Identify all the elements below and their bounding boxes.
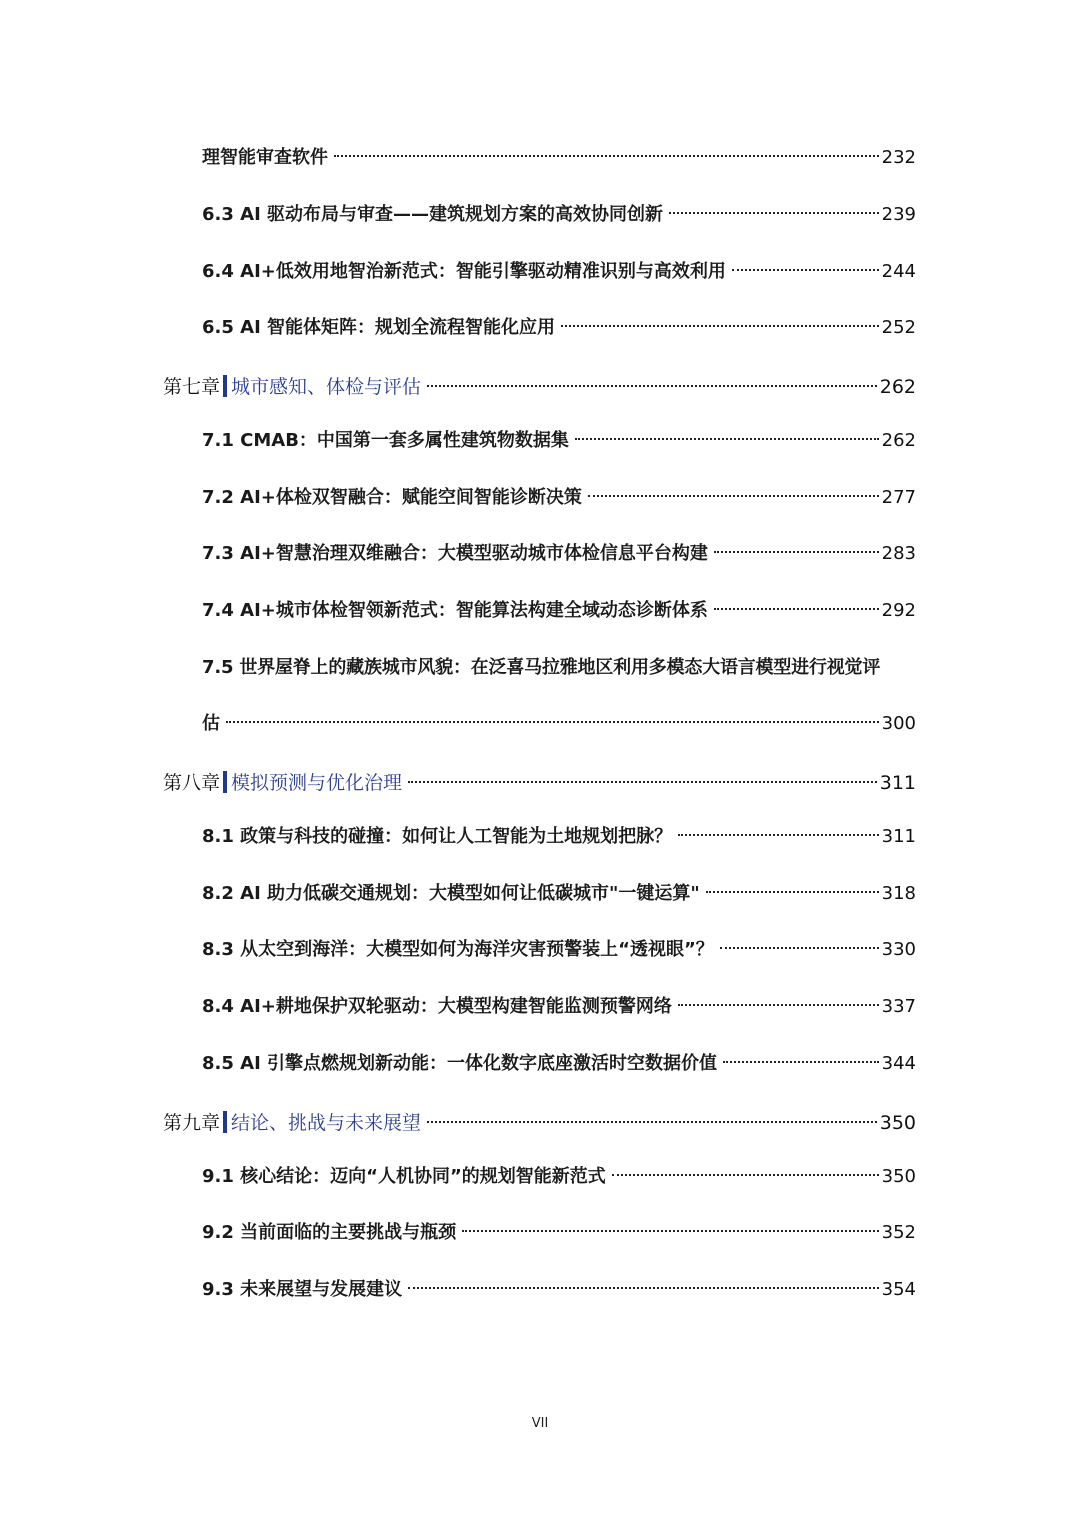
toc-entry-7-5[interactable]	[202, 709, 916, 739]
toc-entry-8-5[interactable]	[202, 1049, 916, 1079]
dot-leader	[706, 891, 879, 893]
toc-entry-title: 9.1 核心结论：迈向“人机协同”的规划智能新范式	[202, 1166, 606, 1187]
chapter-bar	[223, 771, 227, 793]
chapter-bar	[223, 375, 227, 397]
toc-chapter-8[interactable]	[163, 767, 916, 797]
toc-page-number: 311	[879, 772, 916, 794]
dot-leader	[678, 834, 878, 836]
chapter-title: 结论、挑战与未来展望	[231, 1112, 422, 1134]
dot-leader	[408, 781, 877, 783]
toc-page-number: 352	[881, 1222, 916, 1243]
toc-chapter-7[interactable]	[163, 371, 916, 401]
toc-entry-title: 9.3 未来展望与发展建议	[202, 1279, 403, 1300]
toc-entry-7-1[interactable]	[202, 426, 916, 456]
toc-entry-title: 7.4 AI+城市体检智领新范式：智能算法构建全域动态诊断体系	[202, 600, 708, 621]
toc-entry-7-5-line1[interactable]: 7.5 世界屋脊上的藏族城市风貌：在泛喜马拉雅地区利用多模态大语言模型进行视觉评	[202, 657, 881, 678]
toc-page-number: 354	[881, 1279, 916, 1300]
chapter-label: 第八章	[163, 772, 221, 794]
toc-page-number: 239	[881, 204, 916, 225]
toc-page-number: 300	[881, 713, 916, 734]
dot-leader	[714, 551, 879, 553]
toc-entry-title: 估	[202, 713, 220, 734]
toc-entry-title: 9.2 当前面临的主要挑战与瓶颈	[202, 1222, 457, 1243]
dot-leader	[408, 1287, 878, 1289]
dot-leader	[462, 1230, 878, 1232]
toc-entry-9-2[interactable]	[202, 1218, 916, 1248]
toc-entry-7-2[interactable]	[202, 483, 916, 513]
toc-entry-6-5[interactable]	[202, 313, 916, 343]
toc-page-number: 318	[881, 883, 916, 904]
toc-entry-9-1[interactable]	[202, 1162, 916, 1192]
toc-entry-6-3[interactable]	[202, 200, 916, 230]
toc-entry-title: 8.4 AI+耕地保护双轮驱动：大模型构建智能监测预警网络	[202, 996, 672, 1017]
chapter-label: 第九章	[163, 1112, 221, 1134]
toc-page-number: 350	[879, 1112, 916, 1134]
toc-entry-title: 6.5 AI 智能体矩阵：规划全流程智能化应用	[202, 317, 556, 338]
toc-page-number: 292	[881, 600, 916, 621]
toc-entry-9-3[interactable]	[202, 1275, 916, 1305]
footer-page-number: VII	[531, 1416, 549, 1431]
toc-page-number: 277	[881, 487, 916, 508]
chapter-title: 模拟预测与优化治理	[231, 772, 403, 794]
toc-entry-7-3[interactable]	[202, 539, 916, 569]
toc-entry-6-4[interactable]	[202, 257, 916, 287]
toc-page-number: 344	[881, 1053, 916, 1074]
dot-leader	[561, 325, 879, 327]
toc-entry-title: 理智能审查软件	[202, 147, 328, 168]
toc-page-number: 232	[881, 147, 916, 168]
toc-page-number: 283	[881, 543, 916, 564]
dot-leader	[575, 438, 879, 440]
toc-entry-title: 7.2 AI+体检双智融合：赋能空间智能诊断决策	[202, 487, 582, 508]
toc-page-number: 330	[881, 939, 916, 960]
toc-entry-title: 6.3 AI 驱动布局与审查——建筑规划方案的高效协同创新	[202, 204, 664, 225]
dot-leader	[732, 269, 879, 271]
toc-page-number: 337	[881, 996, 916, 1017]
toc-entry-title: 7.3 AI+智慧治理双维融合：大模型驱动城市体检信息平台构建	[202, 543, 708, 564]
toc-page-number: 311	[881, 826, 916, 847]
toc-entry-8-2[interactable]	[202, 879, 916, 909]
toc-entry-title: 8.1 政策与科技的碰撞：如何让人工智能为土地规划把脉？	[202, 826, 673, 847]
toc-entry-title: 6.4 AI+低效用地智治新范式：智能引擎驱动精准识别与高效利用	[202, 261, 726, 282]
dot-leader	[714, 608, 879, 610]
toc-page-number: 262	[879, 376, 916, 398]
dot-leader	[678, 1004, 879, 1006]
dot-leader	[334, 155, 879, 157]
dot-leader	[427, 385, 877, 387]
toc-page-number: 252	[881, 317, 916, 338]
toc-entry-7-4[interactable]	[202, 596, 916, 626]
toc-entry-title: 8.5 AI 引擎点燃规划新动能：一体化数字底座激活时空数据价值	[202, 1053, 718, 1074]
toc-chapter-9[interactable]	[163, 1107, 916, 1137]
chapter-bar	[223, 1111, 227, 1133]
toc-page-number: 244	[881, 261, 916, 282]
toc-page-number: 350	[881, 1166, 916, 1187]
toc-entry-8-4[interactable]	[202, 992, 916, 1022]
dot-leader	[723, 1061, 879, 1063]
dot-leader	[720, 947, 879, 949]
toc-entry-title: 8.2 AI 助力低碳交通规划：大模型如何让低碳城市"一键运算"	[202, 883, 700, 904]
dot-leader	[226, 721, 879, 723]
dot-leader	[669, 212, 879, 214]
chapter-title: 城市感知、体检与评估	[231, 376, 422, 398]
toc-entry-8-1[interactable]	[202, 822, 916, 852]
dot-leader	[588, 495, 879, 497]
toc-entry-title: 7.1 CMAB：中国第一套多属性建筑物数据集	[202, 430, 569, 451]
chapter-label: 第七章	[163, 376, 221, 398]
toc-entry-8-3[interactable]	[202, 935, 916, 965]
dot-leader	[612, 1174, 879, 1176]
dot-leader	[427, 1121, 877, 1123]
toc-page-number: 262	[881, 430, 916, 451]
toc-entry[interactable]	[202, 143, 916, 173]
toc-entry-title: 8.3 从太空到海洋：大模型如何为海洋灾害预警装上“透视眼”？	[202, 939, 714, 960]
